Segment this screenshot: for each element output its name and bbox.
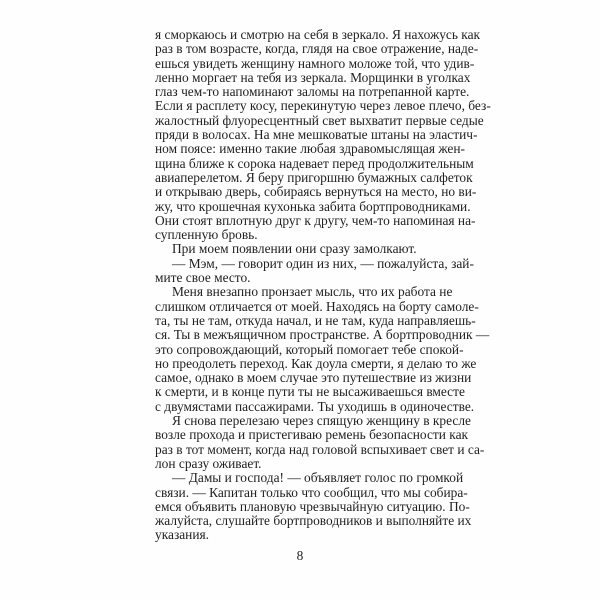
text-line: лон сразу оживает. bbox=[155, 455, 262, 471]
text-line: это сопровождающий, который помогает тебе спокой- bbox=[155, 341, 464, 357]
text-line: Я снова перелезаю через спящую женщину в кресле bbox=[172, 413, 471, 429]
text-line: — Мэм, — говорит один из них, — пожалуйста, зай- bbox=[172, 255, 474, 271]
text-line: жалуйста, слушайте бортпроводников и выполняйте их bbox=[155, 513, 472, 529]
text-line: но преодолеть переход. Как доула смерти, я делаю то же bbox=[155, 355, 477, 371]
paragraph bbox=[155, 255, 474, 286]
text-line: самое, однако в моем случае это путешествие из жизни bbox=[155, 370, 472, 386]
text-line: указания. bbox=[155, 527, 210, 543]
text-line: раз в том возрасте, когда, глядя на свое отражение, наде- bbox=[155, 41, 479, 57]
text-line: щина ближе к сорока надевает перед продолжительным bbox=[155, 155, 474, 171]
paragraph bbox=[155, 470, 472, 543]
body-text bbox=[155, 27, 491, 543]
text-line: с двумястами пассажирами. Ты уходишь в одиночестве. bbox=[155, 398, 475, 414]
text-line: ешься увидеть женщину намного моложе той, что удив- bbox=[155, 55, 475, 71]
text-line: Меня внезапно пронзает мысль, что их работа не bbox=[172, 284, 453, 300]
text-line: — Дамы и господа! — объявляет голос по громкой bbox=[172, 470, 464, 486]
text-line: связи. — Капитан только что сообщил, что мы собира- bbox=[155, 484, 468, 500]
text-line: та, ты не там, откуда начал, и не там, куда направляешь- bbox=[155, 312, 476, 328]
text-line: Они стоят вплотную друг к другу, чем-то напоминая на- bbox=[155, 212, 476, 228]
text-line: ном поясе: именно такие любая здравомыслящая жен- bbox=[155, 141, 465, 157]
text-line: к смерти, и в конце пути ты не высаживаешься вместе bbox=[155, 384, 465, 400]
text-line: и открываю дверь, собираясь вернуться на место, но ви- bbox=[155, 184, 477, 200]
text-line: ся. Ты в межъящичном пространстве. А бортпроводник — bbox=[155, 327, 490, 343]
text-line: жалостный флуоресцентный свет выхватит первые седые bbox=[155, 112, 484, 128]
page-number: 8 bbox=[296, 548, 304, 563]
text-line: глаз чем-то напоминают заломы на потрепанной карте. bbox=[155, 84, 470, 100]
text-line: При моем появлении они сразу замолкают. bbox=[172, 241, 417, 257]
text-line: мите свое место. bbox=[155, 270, 251, 286]
paragraph bbox=[155, 27, 491, 243]
paragraph bbox=[155, 413, 485, 471]
text-line: пряди в волосах. На мне мешковатые штаны на эластич- bbox=[155, 127, 478, 143]
text-line: возле прохода и пристегиваю ремень безопасности как bbox=[155, 427, 469, 443]
text-line: супленную бровь. bbox=[155, 227, 258, 243]
text-line: Если я расплету косу, перекинутую через левое плечо, без- bbox=[155, 98, 491, 114]
text-line: авиаперелетом. Я беру пригоршню бумажных салфеток bbox=[155, 169, 473, 185]
text-line: слишком отличается от моей. Находясь на борту самоле- bbox=[155, 298, 479, 314]
paragraph bbox=[155, 284, 490, 414]
text-line: жу, что крошечная кухонька забита бортпроводниками. bbox=[155, 198, 471, 214]
text-line: раз в тот момент, когда над головой вспыхивает свет и са- bbox=[155, 441, 485, 457]
text-line: ленно моргает на тебя из зеркала. Морщинки в уголках bbox=[155, 69, 471, 85]
text-line: емся объявить плановую чрезвычайную ситуацию. По- bbox=[155, 498, 470, 514]
text-line: я сморкаюсь и смотрю на себя в зеркало. Я нахожусь как bbox=[155, 27, 481, 42]
paragraph bbox=[155, 242, 445, 256]
